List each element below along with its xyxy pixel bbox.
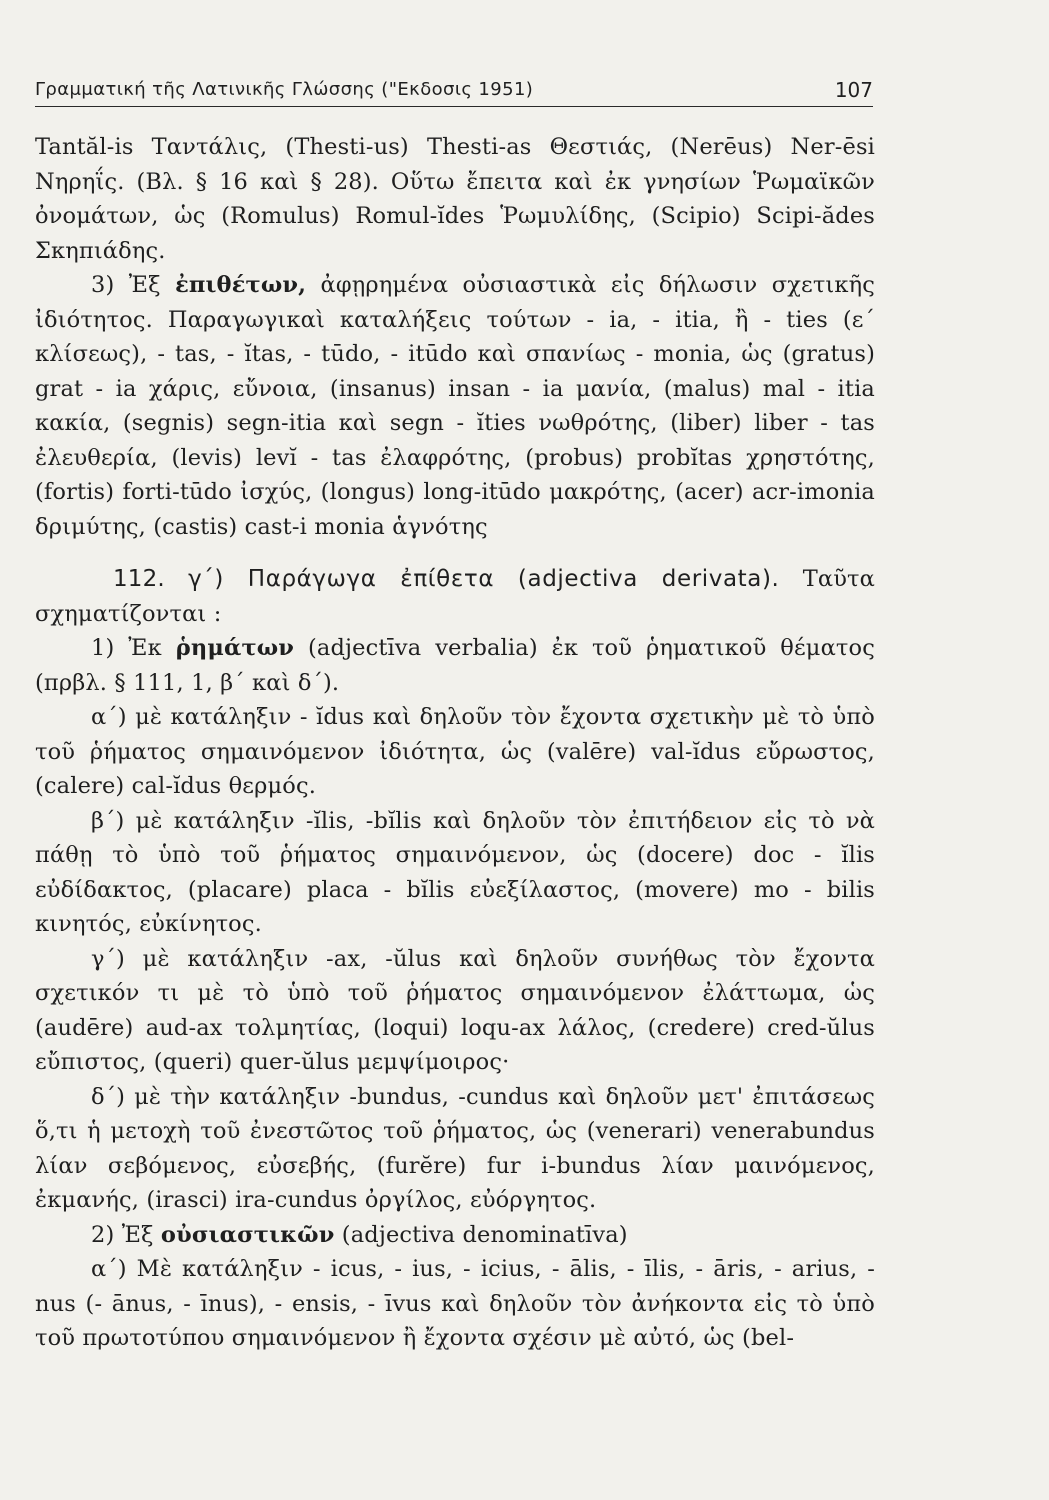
term-rhematon: ῥημάτων — [175, 635, 295, 661]
running-header — [35, 68, 873, 107]
list-number: 1) Ἐκ — [91, 635, 162, 661]
list-number: 2) Ἐξ — [91, 1221, 154, 1248]
section-112 — [35, 562, 875, 631]
paragraph-suffix-examples: Tantăl-is Ταντάλις, (Thesti-us) Thesti-as Θεστιάς, (Nerēus) Ner-ēsi Νηρηΐς. (Βλ. § 16 καὶ § 28). Οὕτω ἔπειτα καὶ ἐκ γνησίων Ῥωμαϊκῶν ὀνομάτων, ὡς (Romulus) Romul-ĭdes Ῥωμυλίδης, (Scipio) Scipi-ădes Σκηπιάδης. — [35, 134, 875, 264]
section-number: 112. — [113, 566, 165, 592]
list-number: 3) Ἐξ — [91, 272, 161, 298]
term-ousiastikon: οὐσιαστικῶν — [160, 1221, 335, 1248]
term-epitheton: ἐπιθέτων, — [175, 272, 307, 298]
paragraph-text: ἀφῃρημένα οὐσιαστικὰ εἰς δήλωσιν σχετικῆς ἰδιότητος. Παραγωγικαὶ καταλήξεις τούτων - ia, - itia, ἢ - ties (ε´ κλίσεως), - tas, - ĭtas, - tūdo, - itūdo καὶ σπανίως - monia, ὡς (gratus) grat - ia χάρις, εὔνοια, (insanus) insan - ia μανία, (malus) mal - itia κακία, (segnis) segn-itia καὶ segn - ĭties νωθρότης, (liber) liber - tas ἐλευθερία, (levis) levĭ - tas ἐλαφρότης, (probus) probĭtas χρηστότης, (fortis) forti-tūdo ἰσχύς, (longus) long-itūdo μακρότης, (acer) acr-imonia δριμύτης, (castis) cast-i monia ἁγνότης — [35, 272, 876, 540]
paragraph-alpha-denominative: α´) Μὲ κατάληξιν - icus, - ius, - icius, - ālis, - īlis, - āris, - arius, - nus (- ānus, - īnus), - ensis, - īvus καὶ δηλοῦν τὸν ἀνήκοντα εἰς τὸ ὑπὸ τοῦ πρωτοτύπου σημαινόμενον ἢ ἔχοντα σχέσιν μὲ αὐτό, ὡς (bel- — [35, 1256, 875, 1351]
paragraph-denominative — [35, 1218, 875, 1253]
page-number: 107 — [834, 78, 873, 102]
paragraph-beta: β´) μὲ κατάληξιν -ĭlis, -bĭlis καὶ δηλοῦν τὸν ἐπιτήδειον εἰς τὸ νὰ πάθῃ τὸ ὑπὸ τοῦ ῥήματος σημαινόμενον, ὡς (docere) doc - ĭlis εὐδίδακτος, (placare) placa - bĭlis εὐεξίλαστος, (movere) mo - bilis κινητός, εὐκίνητος. — [35, 807, 875, 937]
paragraph-gamma: γ´) μὲ κατάληξιν -ax, -ŭlus καὶ δηλοῦν συνήθως τὸν ἔχοντα σχετικόν τι μὲ τὸ ὑπὸ τοῦ ῥήματος σημαινόμενον ἐλάττωμα, ὡς (audēre) aud-ax τολμητίας, (loqui) loqu-ax λάλος, (credere) cred-ŭlus εὔπιστος, (queri) quer-ŭlus μεμψίμοιρος· — [35, 945, 875, 1075]
paragraph-verbal-adjectives — [35, 631, 875, 700]
body-text — [35, 130, 875, 1356]
section-intro: Ταῦτα σχηματίζονται : — [35, 566, 875, 627]
paragraph-abstract-nouns — [35, 268, 875, 544]
section-title: γ´) Παράγωγα ἐπίθετα (adjectiva derivata). — [188, 566, 780, 592]
paragraph-alpha: α´) μὲ κατάληξιν - ĭdus καὶ δηλοῦν τὸν ἔχοντα σχετικὴν μὲ τὸ ὑπὸ τοῦ ῥήματος σημαινόμενον ἰδιότητα, ὡς (valēre) val-ĭdus εὔρωστος, (calere) cal-ĭdus θερμός. — [35, 704, 875, 799]
header-title: Γραμματική τῆς Λατινικῆς Γλώσσης ("Εκδοσις 1951) — [35, 79, 534, 100]
paragraph-delta: δ´) μὲ τὴν κατάληξιν -bundus, -cundus καὶ δηλοῦν μετ' ἐπιτάσεως ὅ,τι ἡ μετοχὴ τοῦ ἐνεστῶτος τοῦ ῥήματος, ὡς (venerari) venerabundus λίαν σεβόμενος, εὐσεβής, (furĕre) fur i-bundus λίαν μαινόμενος, ἐκμανής, (irasci) ira-cundus ὀργίλος, εὐόργητος. — [35, 1083, 875, 1213]
paragraph-text: (adjectiva denominatīva) — [341, 1221, 628, 1248]
paragraph-text: (adjectīva verbalia) ἐκ τοῦ ῥηματικοῦ θέματος (πρβλ. § 111, 1, β´ καὶ δ´). — [35, 635, 875, 696]
